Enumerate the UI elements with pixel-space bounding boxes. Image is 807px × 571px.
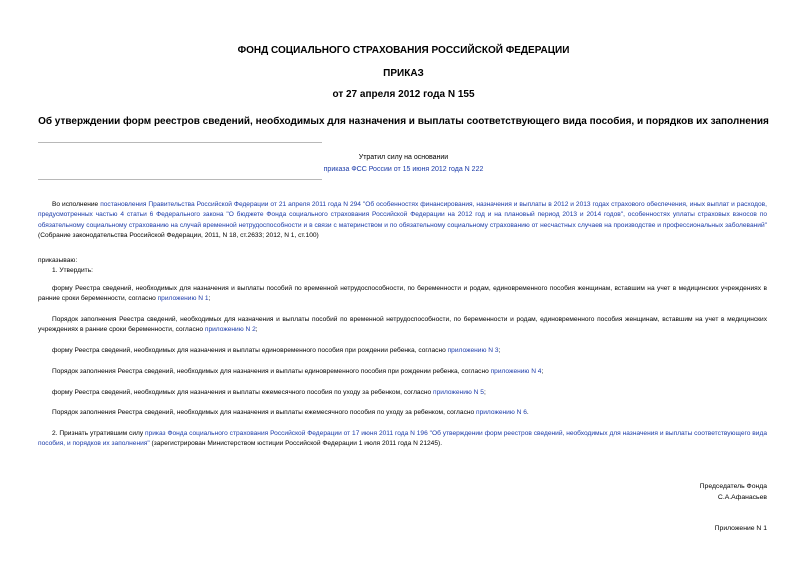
approval-text: Порядок заполнения Реестра сведений, необходимых для назначения и выплаты единовременного пособия при рождении ребенка, согласно: [52, 368, 491, 375]
document-type: ПРИКАЗ: [383, 68, 424, 79]
approval-end: ;: [255, 326, 258, 334]
signatory-position: Председатель Фонда: [699, 483, 767, 490]
approval-end: ;: [208, 295, 211, 303]
appendix-6-link[interactable]: приложению N 6: [476, 409, 527, 416]
approval-item-2: [38, 315, 767, 336]
divider-bottom: [38, 179, 322, 180]
item-2-paragraph: [38, 429, 767, 450]
organization-heading: ФОНД СОЦИАЛЬНОГО СТРАХОВАНИЯ РОССИЙСКОЙ ФЕДЕРАЦИИ: [237, 45, 570, 56]
document-title: Об утверждении форм реестров сведений, необходимых для назначения и выплаты соответствующего вида пособия, и порядков их заполнения: [38, 116, 769, 127]
order-word: приказываю:: [38, 257, 78, 264]
approval-item-6: [38, 408, 767, 418]
preamble-suffix: (Собрание законодательства Российской Федерации, 2011, N 18, ст.2633; 2012, N 1, ст.100): [38, 231, 319, 239]
approval-end: ;: [498, 347, 501, 354]
appendix-heading: Приложение N 1: [714, 525, 767, 532]
approval-text: форму Реестра сведений, необходимых для назначения и выплаты пособий по временной нетрудоспособности, по беременности и родам, единовременного пособия женщинам, вставшим на учет в медицинских учреждениях в ранние сроки беременности, согласно: [38, 285, 767, 303]
appendix-2-link[interactable]: приложению N 2: [204, 326, 256, 334]
appendix-3-link[interactable]: приложению N 3: [447, 347, 499, 354]
approval-end: ;: [483, 389, 486, 396]
approval-end: .: [526, 409, 529, 416]
status-note-link-line: [0, 164, 807, 175]
approval-text: Порядок заполнения Реестра сведений, необходимых для назначения и выплаты пособий по временной нетрудоспособности, по беременности и родам, единовременного пособия женщинам, вставшим на учет в медицинских учреждениях в ранние сроки беременности, согласно: [38, 316, 767, 334]
item-2-suffix: (зарегистрирован Министерством юстиции Российской Федерации 1 июля 2011 года N 21245).: [149, 440, 443, 448]
status-note: Утратил силу на основании: [358, 154, 449, 161]
approval-end: ;: [541, 368, 544, 375]
appendix-4-link[interactable]: приложению N 4: [490, 368, 542, 375]
repealed-order-link[interactable]: приказ Фонда социального страхования Российской Федерации от 17 июня 2011 года N 196 "Об утверждении форм реестров сведений, необходимых для назначения и выплаты соответствующего вида пособия, и порядков их заполнения": [38, 430, 768, 448]
preamble-paragraph: [38, 200, 767, 241]
divider-top: [38, 142, 322, 143]
document-date-number: от 27 апреля 2012 года N 155: [332, 89, 475, 100]
appendix-5-link[interactable]: приложению N 5: [433, 389, 484, 396]
item-1-heading: 1. Утвердить:: [52, 267, 93, 274]
appendix-1-link[interactable]: приложению N 1: [157, 295, 209, 303]
approval-text: форму Реестра сведений, необходимых для назначения и выплаты ежемесячного пособия по уходу за ребенком, согласно: [52, 389, 434, 396]
item-2-prefix: 2. Признать утратившим силу: [52, 430, 146, 437]
approval-item-1: [38, 284, 767, 305]
approval-item-4: [38, 367, 767, 377]
signatory-name: С.А.Афанасьев: [717, 494, 767, 501]
repeal-order-link[interactable]: приказа ФСС России от 15 июня 2012 года N 222: [323, 166, 484, 173]
approval-item-3: [38, 346, 767, 356]
government-resolution-link[interactable]: постановления Правительства Российской Федерации от 21 апреля 2011 года N 294 "Об особенностях финансирования, назначения и выплаты в 2012 и 2013 годах страхового обеспечения, иных выплат и расходов, предусмотренных частью 4 статьи 6 Федерального закона "О бюджете Фонда социального страхования Российской Федерации на 2012 год и на плановый период 2013 и 2014 годов", особенностях уплаты страховых взносов по обязательному социальному страхованию на случай временной нетрудоспособности и в связи с материнством и по обязательному социальному страхованию от несчастных случаев на производстве и профессиональных заболеваний": [38, 201, 768, 229]
approval-text: форму Реестра сведений, необходимых для назначения и выплаты единовременного пособия при рождении ребенка, согласно: [52, 347, 448, 354]
approval-text: Порядок заполнения Реестра сведений, необходимых для назначения и выплаты ежемесячного пособия по уходу за ребенком, согласно: [52, 409, 477, 416]
preamble-prefix: Во исполнение: [52, 201, 101, 208]
approval-item-5: [38, 388, 767, 398]
